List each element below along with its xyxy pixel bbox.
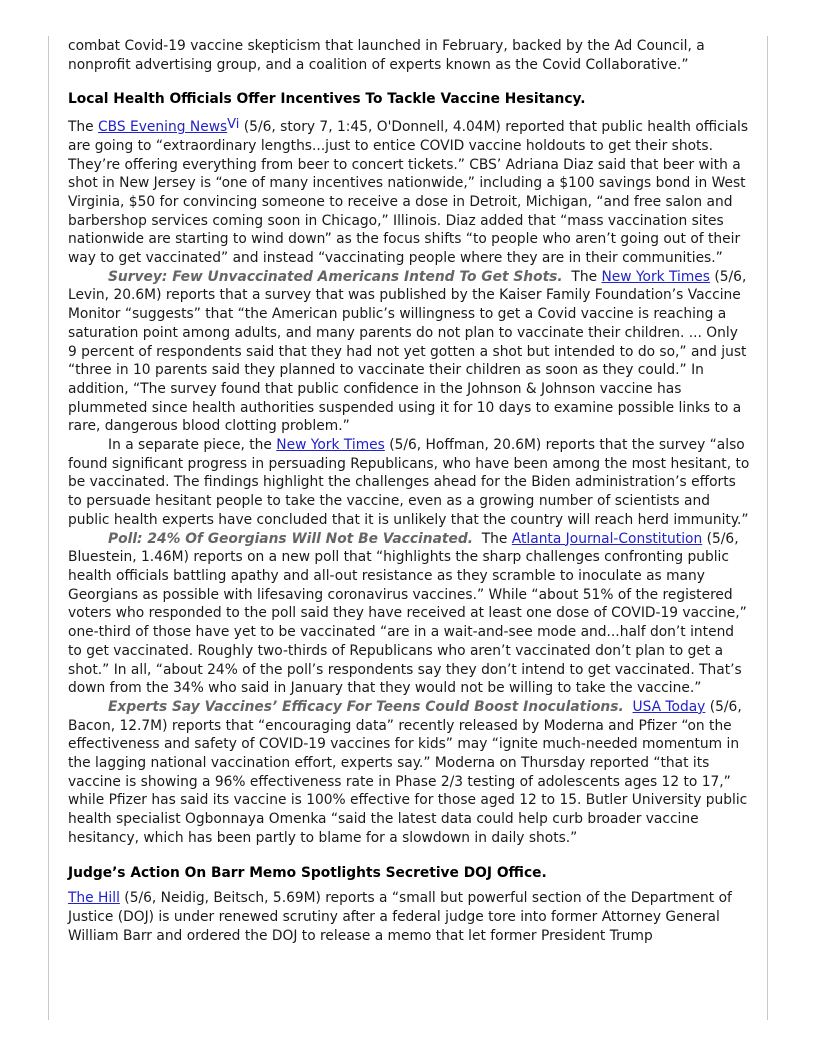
continued-paragraph: combat Covid-19 vaccine skepticism that launched in February, backed by the Ad Council, a nonprofit advertising group, and a coalition of experts known as the Covid Collaborative.” <box>68 38 705 73</box>
link-atlanta-journal-constitution[interactable]: Atlanta Journal-Constitution <box>511 530 703 547</box>
subheading-poll: Poll: 24% Of Georgians Will Not Be Vaccinated. <box>108 530 473 547</box>
paragraph-teen-efficacy: Experts Say Vaccines’ Efficacy For Teens Could Boost Inoculations. USA Today (5/6, Bacon, 12.7M) reports that “encouraging data” recently released by Moderna and Pfizer “on the effectiveness and safety of COVID-19 vaccines for kids” may “ignite much-needed momentum in the lagging national vaccination effort, experts say.” Moderna on Thursday reported “that its vaccine is showing a 96% effectiveness rate in Phase 2/3 testing of adolescents ages 12 to 17,” while Pfizer has said its vaccine is 100% effective for those aged 12 to 15. Butler University public health specialist Ogbonnaya Omenka “said the latest data could help curb broader vaccine hesitancy, which has been partly to blame for a slowdown in daily shots.” <box>68 698 748 846</box>
video-icon-link[interactable]: Vi <box>227 117 240 133</box>
link-new-york-times[interactable]: New York Times <box>601 268 710 285</box>
paragraph-separate-piece: In a separate piece, the New York Times (5/6, Hoffman, 20.6M) reports that the survey “also found significant progress in persuading Republicans, who have been among the most hesitant, to be vaccinated. The findings highlight the challenges ahead for the Biden administration’s efforts to persuade hesitant people to take the vaccine, even as a growing number of scientists and public health experts have concluded that it is unlikely that the country will reach herd immunity.” <box>68 437 750 528</box>
document-body <box>68 37 750 945</box>
paragraph-cbs: The CBS Evening NewsVi (5/6, story 7, 1:45, O'Donnell, 4.04M) reported that public health officials are going to “extraordinary lengths...just to entice COVID vaccine holdouts to get their shots. They’re offering everything from beer to concert tickets.” CBS’ Adriana Diaz said that beer with a shot in New Jersey is “one of many incentives nationwide,” including a $100 savings bond in West Virginia, $50 for convincing someone to receive a dose in Detroit, Michigan, “and free salon and barbershop services coming soon in Chicago,” Illinois. Diaz added that “mass vaccination sites nationwide are starting to wind down” as the focus shifts “to people who aren’t going out of their way to get vaccinated” and instead “vaccinating people where they are in their communities.” <box>68 117 749 267</box>
paragraph-georgia-poll: Poll: 24% Of Georgians Will Not Be Vaccinated. The Atlanta Journal-Constitution (5/6, Bluestein, 1.46M) reports on a new poll that “highlights the sharp challenges confronting public health officials battling apathy and all-out resistance as they scramble to inoculate as many Georgians as possible with lifesaving coronavirus vaccines.” While “about 51% of the registered voters who responded to the poll said they have received at least one dose of COVID-19 vaccine,” one-third of those have yet to be vaccinated “are in a wait-and-see mode and...half don’t intend to get vaccinated. Roughly two-thirds of Republicans who aren’t vaccinated don’t plan to get a shot.” In all, “about 24% of the poll’s respondents say they don’t intend to get vaccinated. That’s down from the 34% who said in January that they would not be willing to take the vaccine.” <box>68 530 747 697</box>
paragraph-survey: Survey: Few Unvaccinated Americans Intend To Get Shots. The New York Times (5/6, Levin, 20.6M) reports that a survey that was published by the Kaiser Family Foundation’s Vaccine Monitor “suggests” that “the American public’s willingness to get a Covid vaccine is reaching a saturation point among adults, and many parents do not plan to vaccinate their children. ... Only 9 percent of respondents said that they had not yet gotten a shot but intended to do so,” and just “three in 10 parents said they planned to vaccinate their children as soon as they could.” In addition, “The survey found that public confidence in the Johnson & Johnson vaccine has plummeted since health authorities suspended using it for 10 days to examine possible links to a rare, dangerous blood clotting problem.” <box>68 268 747 435</box>
subheading-survey: Survey: Few Unvaccinated Americans Intend To Get Shots. <box>108 268 563 285</box>
left-margin-rule <box>48 36 49 1020</box>
link-usa-today[interactable]: USA Today <box>632 698 706 715</box>
paragraph-the-hill: The Hill (5/6, Neidig, Beitsch, 5.69M) reports a “small but powerful section of the Department of Justice (DOJ) is under renewed scrutiny after a federal judge tore into former Attorney General William Barr and ordered the DOJ to release a memo that let former President Trump <box>68 890 732 944</box>
subheading-teen-efficacy: Experts Say Vaccines’ Efficacy For Teens Could Boost Inoculations. <box>108 698 624 715</box>
link-the-hill[interactable]: The Hill <box>68 890 120 907</box>
right-margin-rule <box>767 36 768 1020</box>
section-heading-vaccine-incentives: Local Health Officials Offer Incentives To Tackle Vaccine Hesitancy. <box>68 91 586 108</box>
link-cbs-evening-news[interactable]: CBS Evening News <box>98 119 228 136</box>
section-heading-barr-memo: Judge’s Action On Barr Memo Spotlights Secretive DOJ Office. <box>68 864 547 881</box>
link-new-york-times-2[interactable]: New York Times <box>276 437 385 454</box>
